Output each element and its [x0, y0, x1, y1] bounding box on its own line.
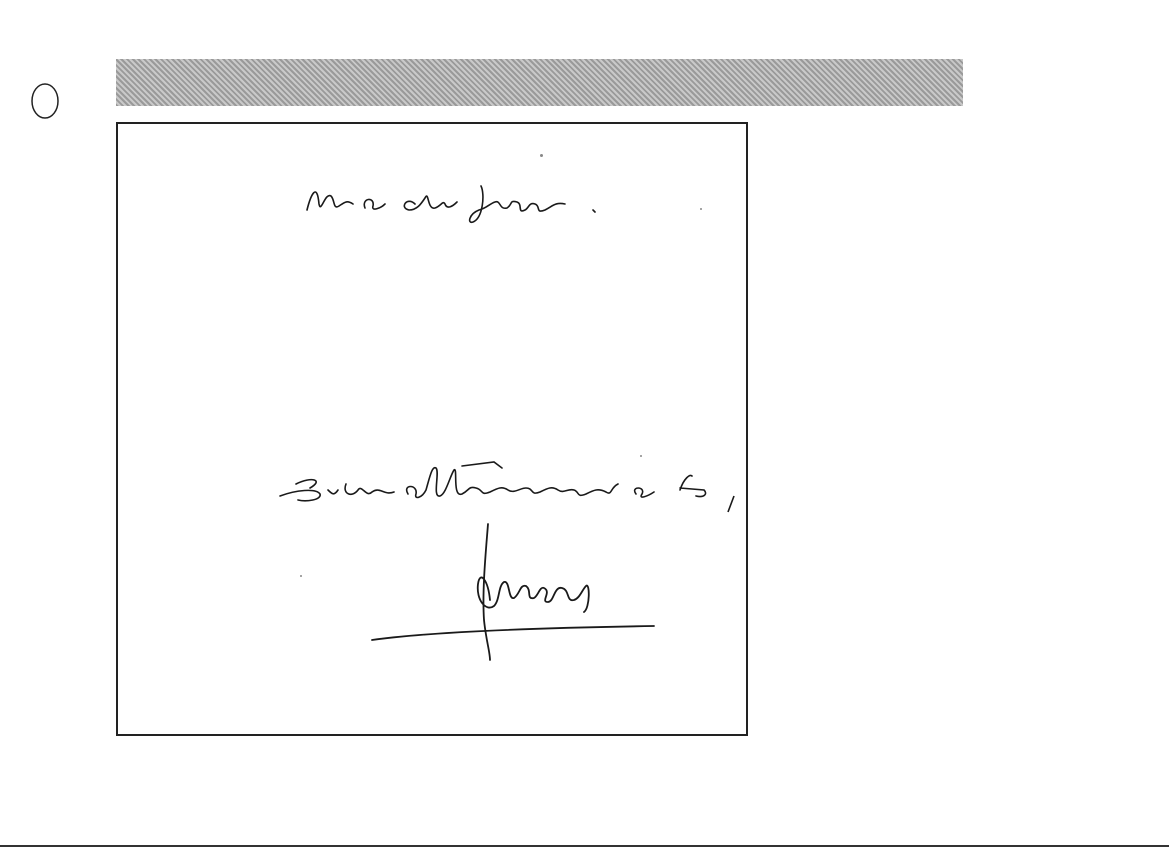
handwritten-closing — [276, 454, 746, 516]
page-number-circle — [30, 82, 60, 120]
scan-speck — [300, 575, 302, 577]
bottom-rule — [0, 845, 1169, 847]
scan-speck — [540, 154, 543, 157]
handwritten-greeting — [303, 174, 613, 226]
top-dot-border — [113, 34, 1003, 48]
signature — [368, 520, 668, 670]
scan-speck — [640, 455, 642, 457]
letter-facsimile — [116, 122, 748, 736]
right-dot-border — [984, 52, 1004, 742]
scan-speck — [700, 208, 702, 210]
section-banner — [116, 59, 963, 106]
